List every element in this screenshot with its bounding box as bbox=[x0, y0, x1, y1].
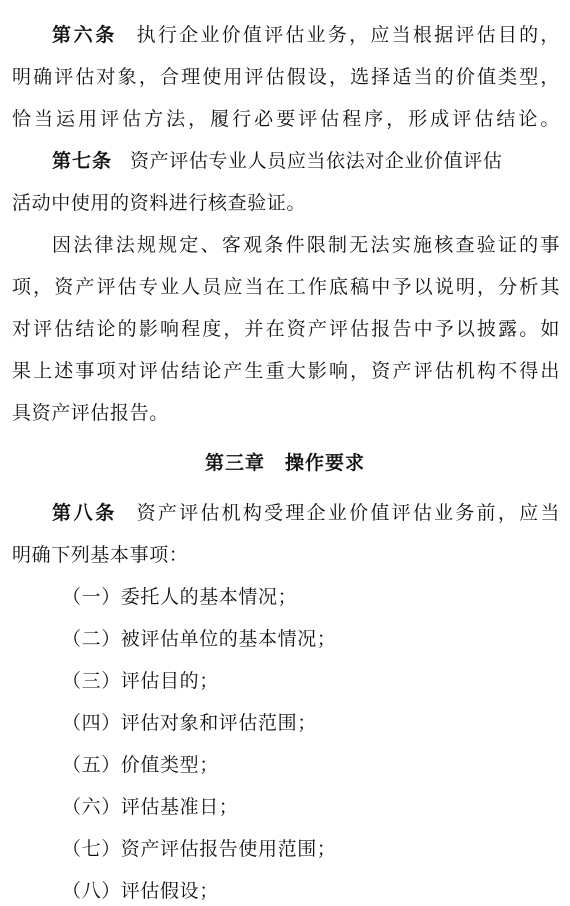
paragraph-line-5: 具资产评估报告。 bbox=[12, 402, 169, 424]
article-6-line-2: 明确评估对象，合理使用评估假设，选择适当的价值类型， bbox=[12, 66, 560, 88]
article-8-text-1: 资产评估机构受理企业价值评估业务前，应当 bbox=[134, 502, 560, 524]
chapter-title: 第三章 操作要求 bbox=[204, 452, 365, 474]
article-6-label: 第六条 bbox=[52, 24, 117, 46]
list-item: （三）评估目的； bbox=[62, 670, 219, 692]
paragraph-line-4: 果上述事项对评估结论产生重大影响，资产评估机构不得出 bbox=[12, 360, 560, 382]
article-7-label: 第七条 bbox=[52, 150, 113, 172]
paragraph-line-2: 项，资产评估专业人员应当在工作底稿中予以说明，分析其 bbox=[12, 276, 560, 298]
article-8-label: 第八条 bbox=[52, 502, 117, 524]
article-8-line-1 bbox=[52, 498, 560, 528]
article-6-text-1: 执行企业价值评估业务，应当根据评估目的， bbox=[134, 24, 560, 46]
article-6-line-3: 恰当运用评估方法，履行必要评估程序，形成评估结论。 bbox=[12, 108, 560, 130]
article-8-line-2: 明确下列基本事项： bbox=[12, 544, 189, 566]
article-7-line-2: 活动中使用的资料进行核查验证。 bbox=[12, 192, 307, 214]
list-item: （七）资产评估报告使用范围； bbox=[62, 838, 337, 860]
article-6-line-1 bbox=[52, 20, 560, 50]
paragraph-line-3: 对评估结论的影响程度，并在资产评估报告中予以披露。如 bbox=[12, 318, 560, 340]
list-item: （四）评估对象和评估范围； bbox=[62, 712, 317, 734]
list-item: （八）评估假设； bbox=[62, 880, 219, 902]
article-7-text-1: 资产评估专业人员应当依法对企业价值评估 bbox=[130, 150, 503, 172]
paragraph-line-1: 因法律法规规定、客观条件限制无法实施核查验证的事 bbox=[52, 234, 560, 256]
list-item: （六）评估基准日； bbox=[62, 796, 239, 818]
list-item: （二）被评估单位的基本情况； bbox=[62, 628, 337, 650]
article-7-line-1 bbox=[52, 146, 560, 176]
list-item: （一）委托人的基本情况； bbox=[62, 586, 298, 608]
list-item: （五）价值类型； bbox=[62, 754, 219, 776]
